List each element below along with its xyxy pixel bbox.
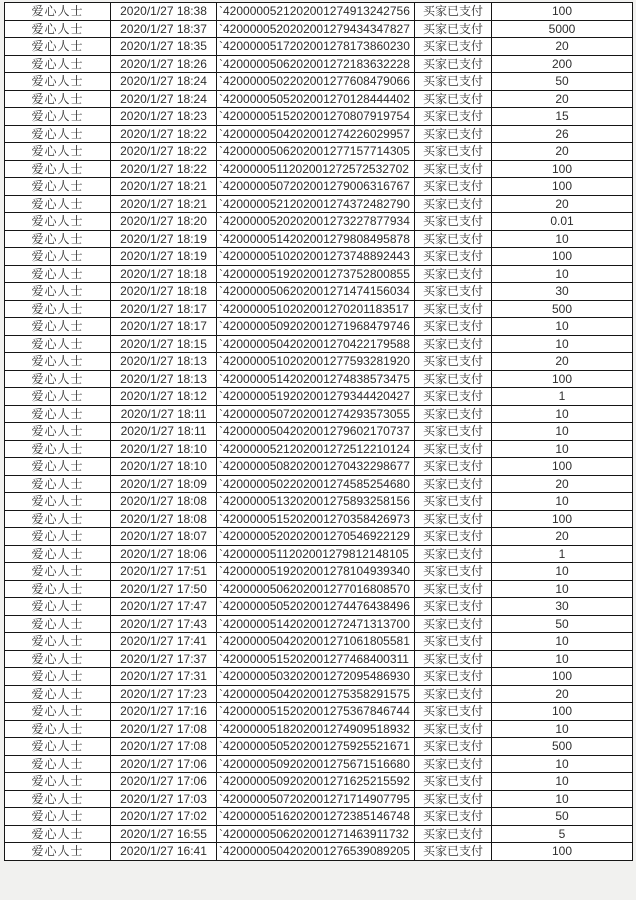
- amount-cell: 20: [492, 528, 633, 546]
- donor-name-cell: 爱心人士: [5, 720, 111, 738]
- amount-cell: 100: [492, 160, 633, 178]
- amount-cell: 30: [492, 283, 633, 301]
- payment-status-cell: 买家已支付: [415, 73, 492, 91]
- table-row: [5, 808, 633, 826]
- table-row: [5, 755, 633, 773]
- datetime-cell: 2020/1/27 18:38: [111, 3, 217, 21]
- amount-cell: 5000: [492, 20, 633, 38]
- amount-cell: 100: [492, 178, 633, 196]
- donor-name-cell: 爱心人士: [5, 283, 111, 301]
- datetime-cell: 2020/1/27 18:08: [111, 510, 217, 528]
- table-row: [5, 335, 633, 353]
- amount-cell: 20: [492, 685, 633, 703]
- order-number-cell: `4200000514202001279808495878: [217, 230, 415, 248]
- payment-status-cell: 买家已支付: [415, 125, 492, 143]
- order-number-cell: `4200000520202001273227877934: [217, 213, 415, 231]
- amount-cell: 10: [492, 423, 633, 441]
- payment-status-cell: 买家已支付: [415, 720, 492, 738]
- table-row: [5, 598, 633, 616]
- order-number-cell: `4200000519202001273752800855: [217, 265, 415, 283]
- amount-cell: 30: [492, 598, 633, 616]
- table-row: [5, 38, 633, 56]
- datetime-cell: 2020/1/27 18:21: [111, 178, 217, 196]
- order-number-cell: `4200000506202001272183632228: [217, 55, 415, 73]
- order-number-cell: `4200000521202001274913242756: [217, 3, 415, 21]
- donor-name-cell: 爱心人士: [5, 335, 111, 353]
- order-number-cell: `4200000508202001270432298677: [217, 458, 415, 476]
- donor-name-cell: 爱心人士: [5, 580, 111, 598]
- donor-name-cell: 爱心人士: [5, 318, 111, 336]
- payment-status-cell: 买家已支付: [415, 493, 492, 511]
- table-row: [5, 563, 633, 581]
- datetime-cell: 2020/1/27 18:24: [111, 73, 217, 91]
- donor-name-cell: 爱心人士: [5, 405, 111, 423]
- datetime-cell: 2020/1/27 17:37: [111, 650, 217, 668]
- payment-status-cell: 买家已支付: [415, 300, 492, 318]
- donor-name-cell: 爱心人士: [5, 353, 111, 371]
- donor-name-cell: 爱心人士: [5, 545, 111, 563]
- order-number-cell: `4200000520202001270546922129: [217, 528, 415, 546]
- table-row: [5, 423, 633, 441]
- amount-cell: 100: [492, 3, 633, 21]
- donor-name-cell: 爱心人士: [5, 388, 111, 406]
- donor-name-cell: 爱心人士: [5, 160, 111, 178]
- amount-cell: 1: [492, 388, 633, 406]
- datetime-cell: 2020/1/27 18:24: [111, 90, 217, 108]
- order-number-cell: `4200000509202001275671516680: [217, 755, 415, 773]
- table-row: [5, 3, 633, 21]
- donor-name-cell: 爱心人士: [5, 143, 111, 161]
- spreadsheet-area: [4, 2, 632, 861]
- payment-status-cell: 买家已支付: [415, 843, 492, 861]
- datetime-cell: 2020/1/27 18:11: [111, 423, 217, 441]
- order-number-cell: `4200000511202001279812148105: [217, 545, 415, 563]
- payment-status-cell: 买家已支付: [415, 825, 492, 843]
- order-number-cell: `4200000510202001273748892443: [217, 248, 415, 266]
- payment-status-cell: 买家已支付: [415, 388, 492, 406]
- amount-cell: 100: [492, 510, 633, 528]
- datetime-cell: 2020/1/27 17:02: [111, 808, 217, 826]
- amount-cell: 500: [492, 738, 633, 756]
- payment-status-cell: 买家已支付: [415, 335, 492, 353]
- amount-cell: 10: [492, 563, 633, 581]
- order-number-cell: `4200000506202001277016808570: [217, 580, 415, 598]
- donor-name-cell: 爱心人士: [5, 738, 111, 756]
- datetime-cell: 2020/1/27 17:08: [111, 720, 217, 738]
- table-row: [5, 318, 633, 336]
- table-row: [5, 160, 633, 178]
- datetime-cell: 2020/1/27 18:13: [111, 370, 217, 388]
- table-row: [5, 773, 633, 791]
- amount-cell: 10: [492, 405, 633, 423]
- payment-status-cell: 买家已支付: [415, 598, 492, 616]
- order-number-cell: `4200000507202001271714907795: [217, 790, 415, 808]
- amount-cell: 100: [492, 458, 633, 476]
- order-number-cell: `4200000519202001279344420427: [217, 388, 415, 406]
- payment-status-cell: 买家已支付: [415, 545, 492, 563]
- payment-status-cell: 买家已支付: [415, 633, 492, 651]
- order-number-cell: `4200000504202001271061805581: [217, 633, 415, 651]
- datetime-cell: 2020/1/27 18:10: [111, 458, 217, 476]
- amount-cell: 10: [492, 650, 633, 668]
- amount-cell: 100: [492, 248, 633, 266]
- datetime-cell: 2020/1/27 17:47: [111, 598, 217, 616]
- donor-name-cell: 爱心人士: [5, 300, 111, 318]
- table-row: [5, 20, 633, 38]
- table-row: [5, 195, 633, 213]
- amount-cell: 10: [492, 318, 633, 336]
- amount-cell: 20: [492, 353, 633, 371]
- donor-name-cell: 爱心人士: [5, 510, 111, 528]
- payment-status-cell: 买家已支付: [415, 580, 492, 598]
- payment-status-cell: 买家已支付: [415, 90, 492, 108]
- datetime-cell: 2020/1/27 18:22: [111, 143, 217, 161]
- datetime-cell: 2020/1/27 18:26: [111, 55, 217, 73]
- table-row: [5, 143, 633, 161]
- payment-status-cell: 买家已支付: [415, 160, 492, 178]
- datetime-cell: 2020/1/27 17:50: [111, 580, 217, 598]
- payment-status-cell: 买家已支付: [415, 615, 492, 633]
- amount-cell: 1: [492, 545, 633, 563]
- datetime-cell: 2020/1/27 18:10: [111, 440, 217, 458]
- donor-name-cell: 爱心人士: [5, 475, 111, 493]
- amount-cell: 26: [492, 125, 633, 143]
- datetime-cell: 2020/1/27 18:20: [111, 213, 217, 231]
- order-number-cell: `4200000504202001274226029957: [217, 125, 415, 143]
- table-row: [5, 493, 633, 511]
- amount-cell: 10: [492, 335, 633, 353]
- payment-status-cell: 买家已支付: [415, 353, 492, 371]
- donor-name-cell: 爱心人士: [5, 20, 111, 38]
- datetime-cell: 2020/1/27 18:17: [111, 318, 217, 336]
- payment-status-cell: 买家已支付: [415, 738, 492, 756]
- table-row: [5, 668, 633, 686]
- donor-name-cell: 爱心人士: [5, 668, 111, 686]
- payment-status-cell: 买家已支付: [415, 475, 492, 493]
- amount-cell: 20: [492, 143, 633, 161]
- order-number-cell: `4200000505202001274476438496: [217, 598, 415, 616]
- order-number-cell: `4200000505202001275925521671: [217, 738, 415, 756]
- datetime-cell: 2020/1/27 17:31: [111, 668, 217, 686]
- datetime-cell: 2020/1/27 18:37: [111, 20, 217, 38]
- order-number-cell: `4200000505202001270128444402: [217, 90, 415, 108]
- payment-status-cell: 买家已支付: [415, 3, 492, 21]
- order-number-cell: `4200000502202001274585254680: [217, 475, 415, 493]
- order-number-cell: `4200000515202001270358426973: [217, 510, 415, 528]
- donor-name-cell: 爱心人士: [5, 703, 111, 721]
- payment-status-cell: 买家已支付: [415, 440, 492, 458]
- donor-name-cell: 爱心人士: [5, 108, 111, 126]
- table-row: [5, 475, 633, 493]
- datetime-cell: 2020/1/27 18:23: [111, 108, 217, 126]
- donor-name-cell: 爱心人士: [5, 3, 111, 21]
- order-number-cell: `4200000507202001274293573055: [217, 405, 415, 423]
- datetime-cell: 2020/1/27 18:09: [111, 475, 217, 493]
- payment-status-cell: 买家已支付: [415, 230, 492, 248]
- payment-status-cell: 买家已支付: [415, 283, 492, 301]
- datetime-cell: 2020/1/27 18:22: [111, 160, 217, 178]
- amount-cell: 500: [492, 300, 633, 318]
- amount-cell: 10: [492, 773, 633, 791]
- amount-cell: 20: [492, 475, 633, 493]
- donor-name-cell: 爱心人士: [5, 178, 111, 196]
- payment-status-cell: 买家已支付: [415, 318, 492, 336]
- donor-name-cell: 爱心人士: [5, 38, 111, 56]
- donor-name-cell: 爱心人士: [5, 615, 111, 633]
- amount-cell: 20: [492, 90, 633, 108]
- donor-name-cell: 爱心人士: [5, 650, 111, 668]
- order-number-cell: `4200000507202001279006316767: [217, 178, 415, 196]
- table-row: [5, 825, 633, 843]
- order-number-cell: `4200000517202001278173860230: [217, 38, 415, 56]
- payment-status-cell: 买家已支付: [415, 563, 492, 581]
- table-row: [5, 55, 633, 73]
- payment-status-cell: 买家已支付: [415, 668, 492, 686]
- table-row: [5, 230, 633, 248]
- table-row: [5, 300, 633, 318]
- payment-status-cell: 买家已支付: [415, 510, 492, 528]
- order-number-cell: `4200000514202001272471313700: [217, 615, 415, 633]
- payment-status-cell: 买家已支付: [415, 55, 492, 73]
- table-row: [5, 738, 633, 756]
- table-row: [5, 528, 633, 546]
- amount-cell: 10: [492, 790, 633, 808]
- table-row: [5, 248, 633, 266]
- order-number-cell: `4200000513202001275893258156: [217, 493, 415, 511]
- amount-cell: 50: [492, 808, 633, 826]
- amount-cell: 10: [492, 755, 633, 773]
- table-row: [5, 353, 633, 371]
- table-row: [5, 720, 633, 738]
- order-number-cell: `4200000509202001271968479746: [217, 318, 415, 336]
- amount-cell: 50: [492, 73, 633, 91]
- donor-name-cell: 爱心人士: [5, 808, 111, 826]
- amount-cell: 100: [492, 843, 633, 861]
- datetime-cell: 2020/1/27 17:23: [111, 685, 217, 703]
- payment-status-cell: 买家已支付: [415, 143, 492, 161]
- datetime-cell: 2020/1/27 18:08: [111, 493, 217, 511]
- order-number-cell: `4200000504202001275358291575: [217, 685, 415, 703]
- donor-name-cell: 爱心人士: [5, 563, 111, 581]
- amount-cell: 200: [492, 55, 633, 73]
- order-number-cell: `4200000515202001270807919754: [217, 108, 415, 126]
- table-row: [5, 790, 633, 808]
- donor-name-cell: 爱心人士: [5, 843, 111, 861]
- payment-status-cell: 买家已支付: [415, 20, 492, 38]
- order-number-cell: `4200000511202001272572532702: [217, 160, 415, 178]
- table-row: [5, 703, 633, 721]
- donor-name-cell: 爱心人士: [5, 598, 111, 616]
- table-row: [5, 108, 633, 126]
- table-row: [5, 370, 633, 388]
- table-row: [5, 388, 633, 406]
- order-number-cell: `4200000515202001275367846744: [217, 703, 415, 721]
- order-number-cell: `4200000514202001274838573475: [217, 370, 415, 388]
- donor-name-cell: 爱心人士: [5, 528, 111, 546]
- datetime-cell: 2020/1/27 18:19: [111, 248, 217, 266]
- payment-status-cell: 买家已支付: [415, 703, 492, 721]
- datetime-cell: 2020/1/27 18:18: [111, 265, 217, 283]
- amount-cell: 10: [492, 720, 633, 738]
- amount-cell: 0.01: [492, 213, 633, 231]
- amount-cell: 20: [492, 38, 633, 56]
- order-number-cell: `4200000521202001274372482790: [217, 195, 415, 213]
- amount-cell: 100: [492, 703, 633, 721]
- donor-name-cell: 爱心人士: [5, 90, 111, 108]
- table-row: [5, 73, 633, 91]
- order-number-cell: `4200000506202001271463911732: [217, 825, 415, 843]
- payment-status-cell: 买家已支付: [415, 195, 492, 213]
- donor-name-cell: 爱心人士: [5, 755, 111, 773]
- order-number-cell: `4200000510202001277593281920: [217, 353, 415, 371]
- table-row: [5, 685, 633, 703]
- table-row: [5, 633, 633, 651]
- order-number-cell: `4200000518202001274909518932: [217, 720, 415, 738]
- order-number-cell: `4200000506202001271474156034: [217, 283, 415, 301]
- donor-name-cell: 爱心人士: [5, 458, 111, 476]
- datetime-cell: 2020/1/27 18:19: [111, 230, 217, 248]
- datetime-cell: 2020/1/27 17:16: [111, 703, 217, 721]
- order-number-cell: `4200000504202001279602170737: [217, 423, 415, 441]
- datetime-cell: 2020/1/27 17:43: [111, 615, 217, 633]
- donation-table-body: [5, 3, 633, 861]
- payment-status-cell: 买家已支付: [415, 773, 492, 791]
- datetime-cell: 2020/1/27 18:21: [111, 195, 217, 213]
- datetime-cell: 2020/1/27 17:06: [111, 773, 217, 791]
- datetime-cell: 2020/1/27 17:08: [111, 738, 217, 756]
- amount-cell: 5: [492, 825, 633, 843]
- amount-cell: 20: [492, 195, 633, 213]
- datetime-cell: 2020/1/27 18:12: [111, 388, 217, 406]
- donor-name-cell: 爱心人士: [5, 248, 111, 266]
- payment-status-cell: 买家已支付: [415, 790, 492, 808]
- table-row: [5, 125, 633, 143]
- order-number-cell: `4200000521202001272512210124: [217, 440, 415, 458]
- datetime-cell: 2020/1/27 18:11: [111, 405, 217, 423]
- payment-status-cell: 买家已支付: [415, 458, 492, 476]
- table-row: [5, 580, 633, 598]
- datetime-cell: 2020/1/27 18:06: [111, 545, 217, 563]
- donor-name-cell: 爱心人士: [5, 73, 111, 91]
- order-number-cell: `4200000519202001278104939340: [217, 563, 415, 581]
- payment-status-cell: 买家已支付: [415, 38, 492, 56]
- table-row: [5, 650, 633, 668]
- table-row: [5, 265, 633, 283]
- datetime-cell: 2020/1/27 17:41: [111, 633, 217, 651]
- donor-name-cell: 爱心人士: [5, 825, 111, 843]
- payment-status-cell: 买家已支付: [415, 108, 492, 126]
- datetime-cell: 2020/1/27 18:18: [111, 283, 217, 301]
- order-number-cell: `4200000506202001277157714305: [217, 143, 415, 161]
- table-row: [5, 615, 633, 633]
- payment-status-cell: 买家已支付: [415, 178, 492, 196]
- amount-cell: 10: [492, 633, 633, 651]
- table-row: [5, 178, 633, 196]
- amount-cell: 50: [492, 615, 633, 633]
- table-row: [5, 283, 633, 301]
- amount-cell: 15: [492, 108, 633, 126]
- payment-status-cell: 买家已支付: [415, 650, 492, 668]
- datetime-cell: 2020/1/27 17:03: [111, 790, 217, 808]
- payment-status-cell: 买家已支付: [415, 528, 492, 546]
- donor-name-cell: 爱心人士: [5, 440, 111, 458]
- datetime-cell: 2020/1/27 17:51: [111, 563, 217, 581]
- datetime-cell: 2020/1/27 17:06: [111, 755, 217, 773]
- donation-records-table: [4, 2, 633, 861]
- amount-cell: 100: [492, 370, 633, 388]
- datetime-cell: 2020/1/27 18:22: [111, 125, 217, 143]
- payment-status-cell: 买家已支付: [415, 265, 492, 283]
- table-row: [5, 510, 633, 528]
- donor-name-cell: 爱心人士: [5, 195, 111, 213]
- payment-status-cell: 买家已支付: [415, 405, 492, 423]
- payment-status-cell: 买家已支付: [415, 685, 492, 703]
- amount-cell: 10: [492, 580, 633, 598]
- payment-status-cell: 买家已支付: [415, 213, 492, 231]
- donor-name-cell: 爱心人士: [5, 773, 111, 791]
- datetime-cell: 2020/1/27 18:35: [111, 38, 217, 56]
- order-number-cell: `4200000503202001272095486930: [217, 668, 415, 686]
- payment-status-cell: 买家已支付: [415, 808, 492, 826]
- datetime-cell: 2020/1/27 16:41: [111, 843, 217, 861]
- order-number-cell: `4200000515202001277468400311: [217, 650, 415, 668]
- order-number-cell: `4200000504202001276539089205: [217, 843, 415, 861]
- donor-name-cell: 爱心人士: [5, 230, 111, 248]
- table-row: [5, 458, 633, 476]
- table-row: [5, 405, 633, 423]
- order-number-cell: `4200000510202001270201183517: [217, 300, 415, 318]
- table-row: [5, 545, 633, 563]
- table-row: [5, 90, 633, 108]
- donor-name-cell: 爱心人士: [5, 493, 111, 511]
- order-number-cell: `4200000509202001271625215592: [217, 773, 415, 791]
- datetime-cell: 2020/1/27 16:55: [111, 825, 217, 843]
- order-number-cell: `4200000504202001270422179588: [217, 335, 415, 353]
- payment-status-cell: 买家已支付: [415, 423, 492, 441]
- payment-status-cell: 买家已支付: [415, 248, 492, 266]
- order-number-cell: `4200000516202001272385146748: [217, 808, 415, 826]
- amount-cell: 10: [492, 265, 633, 283]
- amount-cell: 100: [492, 668, 633, 686]
- amount-cell: 10: [492, 230, 633, 248]
- datetime-cell: 2020/1/27 18:07: [111, 528, 217, 546]
- table-row: [5, 843, 633, 861]
- donor-name-cell: 爱心人士: [5, 55, 111, 73]
- donor-name-cell: 爱心人士: [5, 370, 111, 388]
- order-number-cell: `4200000520202001279434347827: [217, 20, 415, 38]
- payment-status-cell: 买家已支付: [415, 370, 492, 388]
- donor-name-cell: 爱心人士: [5, 790, 111, 808]
- table-row: [5, 213, 633, 231]
- donor-name-cell: 爱心人士: [5, 125, 111, 143]
- amount-cell: 10: [492, 440, 633, 458]
- amount-cell: 10: [492, 493, 633, 511]
- datetime-cell: 2020/1/27 18:15: [111, 335, 217, 353]
- donor-name-cell: 爱心人士: [5, 265, 111, 283]
- donor-name-cell: 爱心人士: [5, 213, 111, 231]
- datetime-cell: 2020/1/27 18:17: [111, 300, 217, 318]
- donor-name-cell: 爱心人士: [5, 423, 111, 441]
- order-number-cell: `4200000502202001277608479066: [217, 73, 415, 91]
- donor-name-cell: 爱心人士: [5, 633, 111, 651]
- table-row: [5, 440, 633, 458]
- payment-status-cell: 买家已支付: [415, 755, 492, 773]
- donor-name-cell: 爱心人士: [5, 685, 111, 703]
- datetime-cell: 2020/1/27 18:13: [111, 353, 217, 371]
